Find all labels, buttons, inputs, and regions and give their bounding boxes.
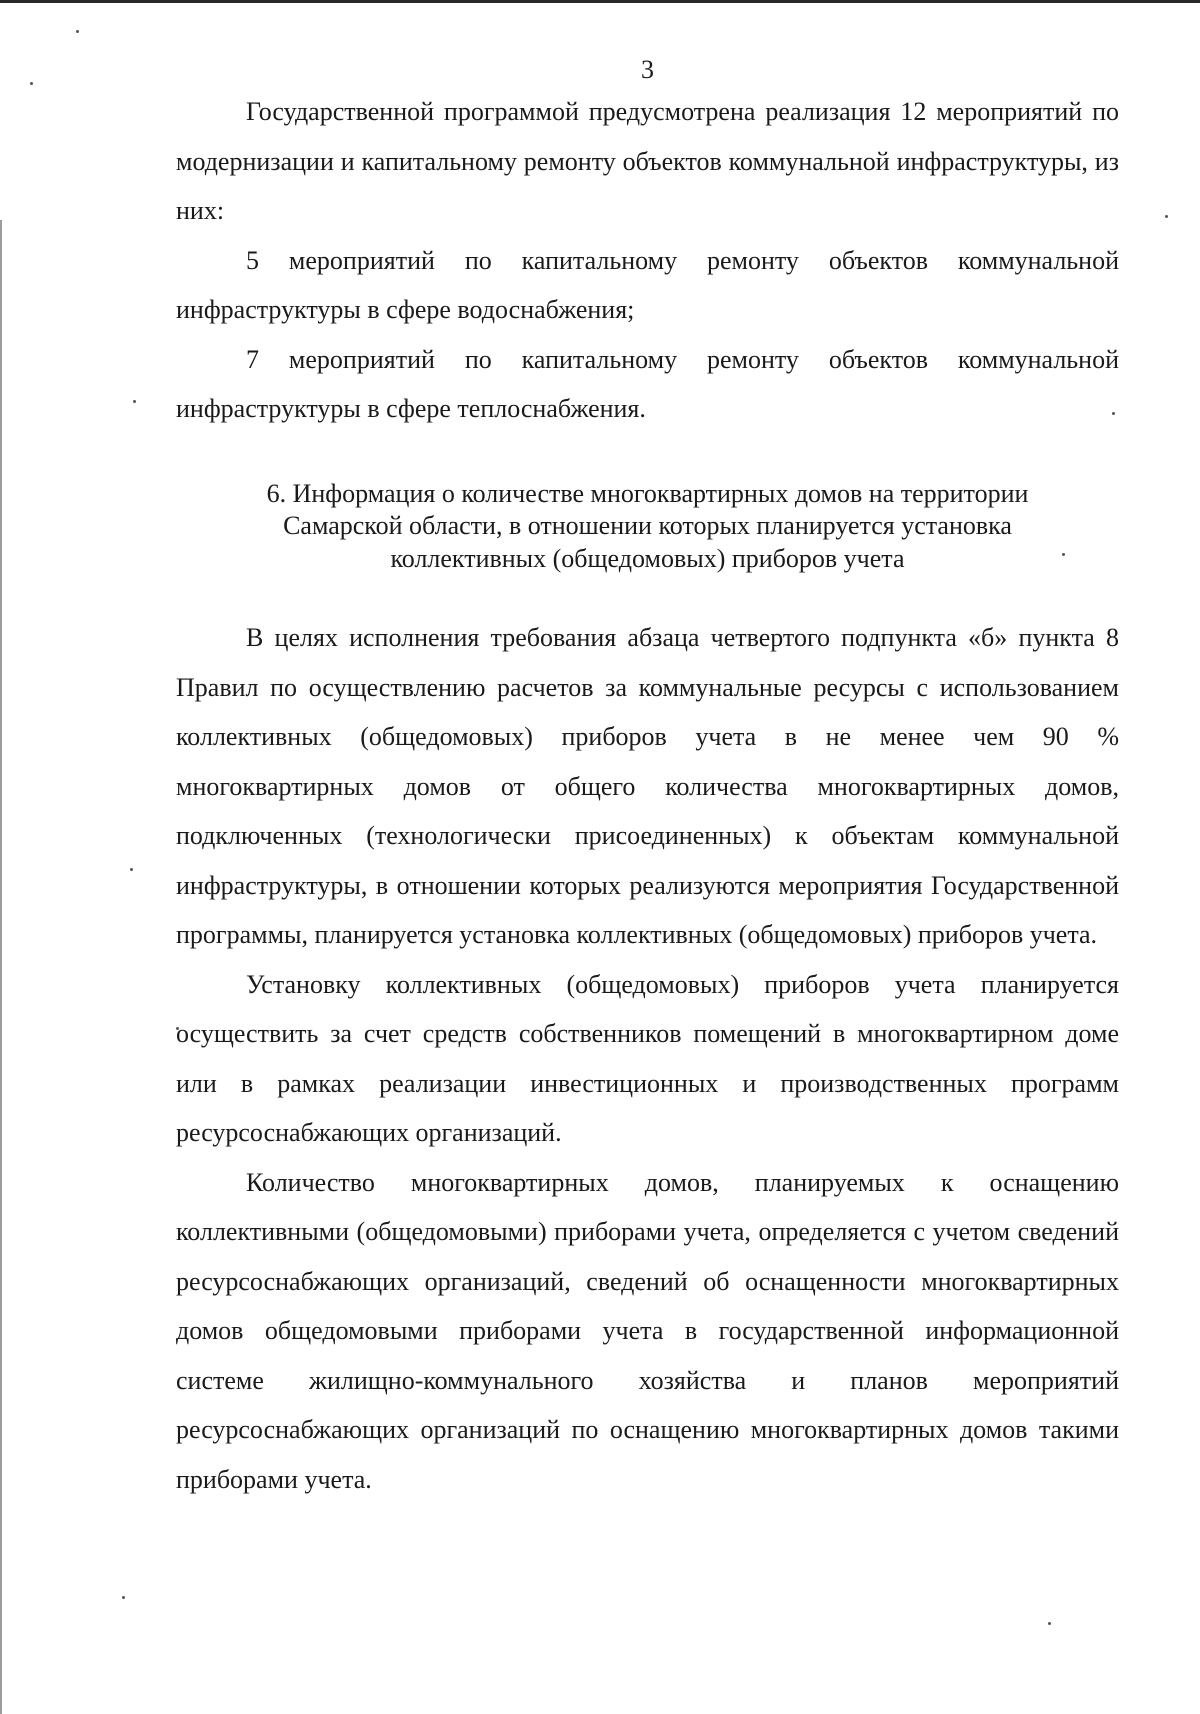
scan-speck (76, 30, 79, 33)
scan-speck (1048, 1622, 1051, 1625)
scan-left-edge (0, 220, 2, 1714)
paragraph-program-summary: Государственной программой предусмотрена реализация 12 мероприятий по модернизации и капитальному ремонту объектов коммунальной инфраструктуры, из них: (176, 97, 1119, 225)
paragraph-funding: Установку коллективных (общедомовых) приборов учета планируется осуществить за счет средств собственников помещений в многоквартирном доме или в рамках реализации инвестиционных и производственных программ ресурсоснабжающих организаций. (176, 969, 1119, 1147)
paragraph-requirement: В целях исполнения требования абзаца четвертого подпункта «б» пункта 8 Правил по осуществлению расчетов за коммунальные ресурсы с использованием коллективных (общедомовых) приборов учета в не менее чем 90 % многоквартирных домов от общего количества многоквартирных домов, подключенных (технологически присоединенных) к объектам коммунальной инфраструктуры, в отношении которых реализуются мероприятия Государственной программы, планируется установка коллективных (общедомовых) приборов учета. (176, 623, 1119, 949)
section-heading-line: Самарской области, в отношении которых планируется установка (283, 511, 1012, 540)
paragraph-water-supply: 5 мероприятий по капитальному ремонту объектов коммунальной инфраструктуры в сфере водоснабжения; (176, 245, 1119, 324)
section-heading-line: 6. Информация о количестве многоквартирных домов на территории (266, 478, 1029, 508)
page-number: 3 (641, 55, 654, 84)
scan-speck (122, 1596, 125, 1599)
section-heading (176, 478, 1119, 576)
scan-speck (130, 868, 133, 871)
paragraph-heat-supply: 7 мероприятий по капитальному ремонту объектов коммунальной инфраструктуры в сфере теплоснабжения. (176, 344, 1119, 423)
scan-speck (133, 400, 136, 403)
paragraph-quantity: Количество многоквартирных домов, планируемых к оснащению коллективными (общедомовыми) приборами учета, определяется с учетом сведений ресурсоснабжающих организаций, сведений об оснащенности многоквартирных домов общедомовыми приборами учета в государственной информационной системе жилищно-коммунального хозяйства и планов мероприятий ресурсоснабжающих организаций по оснащению многоквартирных домов такими приборами учета. (176, 1167, 1119, 1494)
document-page (176, 55, 1119, 1504)
scan-speck (30, 82, 33, 85)
section-heading-line: коллективных (общедомовых) приборов учета (390, 543, 905, 573)
scan-speck (1165, 215, 1168, 218)
scan-top-border (0, 0, 1200, 3)
